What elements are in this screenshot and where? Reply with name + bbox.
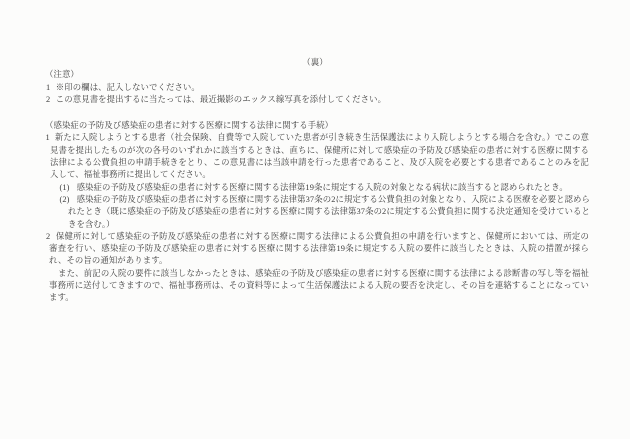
procedure-item-2-paragraph-1: 保健所に対して感染症の予防及び感染症の患者に対する医療に関する法律による公費負担の申請を行いますと、保健所においては、所定の審査を行い、感染症の予防及び感染症の患者に対する医療に関する法律第19条に規定する入院の要件に該当したときは、入院の措置が採られ、その旨の通知があります。 <box>49 231 589 266</box>
procedure-item-1-subitem-1-marker: (1) <box>59 182 70 192</box>
notice-heading: （注意） <box>45 70 79 80</box>
notice-item-1-text: ※印の欄は、記入しないでください。 <box>55 82 200 92</box>
procedure-item-1-subitem-2 <box>59 194 590 231</box>
notice-item-1-marker: 1 <box>46 82 51 92</box>
notice-item-2 <box>46 94 589 106</box>
procedure-item-1-subitem-1 <box>59 182 590 194</box>
procedure-item-1 <box>45 132 589 181</box>
procedure-item-1-text: 新たに入院しようとする患者（社会保険、自費等で入院していた患者が引き続き生活保護法により入院しようとする場合を含む。）でこの意見書を提出したものが次の各号のいずれかに該当するときは、直ちに、保健所に対して感染症の予防及び感染症の患者に対する医療に関する法律による公費負担の申請手続きをとり、この意見書には当該申請を行った患者であること、及び入院を必要とする患者であることのみを記入して、福祉事務所に提出してください。 <box>50 133 589 180</box>
notice-item-2-text: この意見書を提出するに当たっては、最近撮影のエックス線写真を添付してください。 <box>55 94 387 104</box>
procedure-item-2 <box>46 231 589 268</box>
notice-item-1 <box>46 82 589 94</box>
procedures-section <box>0 120 630 304</box>
procedure-item-1-subitem-2-text: 感染症の予防及び感染症の患者に対する医療に関する法律第37条の2に規定する公費負担の対象となり、入院による医療を必要と認められたとき（既に感染症の予防及び感染症の患者に対する医療に関する法律第37条の2に規定する公費負担に関する決定通知を受けているときを含む。） <box>68 194 590 229</box>
notice-item-2-marker: 2 <box>46 94 51 104</box>
notice-section <box>0 69 630 106</box>
procedure-item-2-paragraph-2: また、前記の入院の要件に該当しなかったときは、感染症の予防及び感染症の患者に対する医療に関する法律による診断書の写し等を福祉事務所に送付してきますので、福祉事務所は、その資料等によって生活保護法による入院の要否を決定し、その旨を連絡することになっています。 <box>49 268 589 303</box>
procedure-item-1-subitem-1-text: 感染症の予防及び感染症の患者に対する医療に関する法律第19条に規定する入院の対象となる病状に該当すると認められたとき。 <box>76 182 568 192</box>
page-side-label: （裏） <box>302 58 328 67</box>
procedure-item-2-marker: 2 <box>46 231 51 241</box>
procedures-heading: （感染症の予防及び感染症の患者に対する医療に関する法律に関する手続） <box>45 121 334 131</box>
procedure-item-1-subitem-2-marker: (2) <box>59 194 70 204</box>
procedure-item-1-marker: 1 <box>45 133 50 143</box>
